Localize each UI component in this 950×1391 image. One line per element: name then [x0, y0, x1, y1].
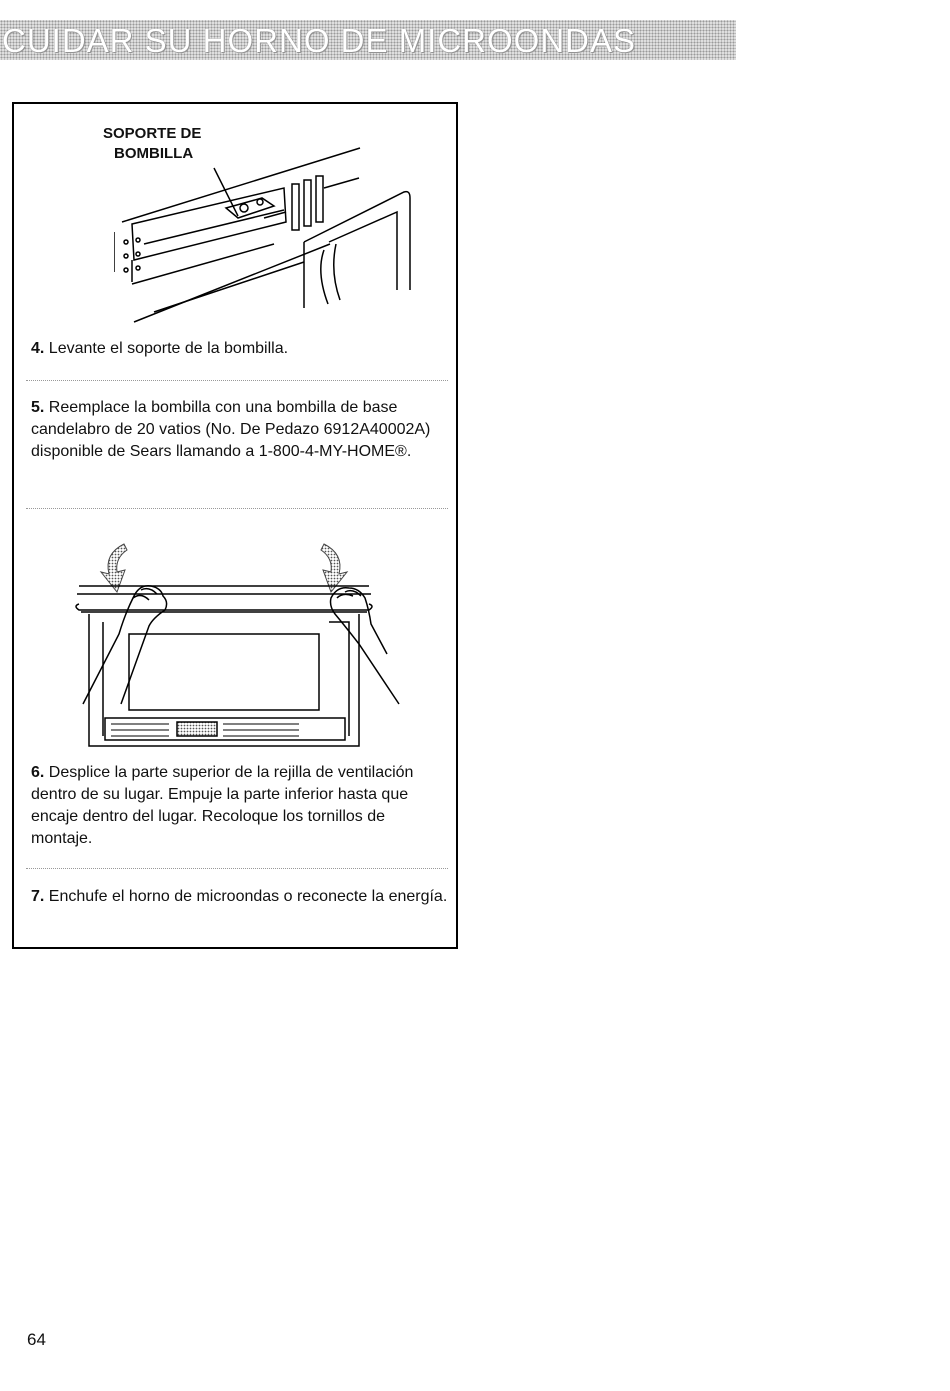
step-5-text: Reemplace la bombilla con una bombilla de base candelabro de 20 vatios (No. De Pedazo 6912A40002A) disponible de Sears llamando a 1-800-4-MY-HOME®.: [31, 399, 431, 460]
divider: [26, 380, 448, 381]
step-4-number: 4.: [31, 340, 45, 357]
step-5-number: 5.: [31, 399, 45, 416]
page-title: CUIDAR SU HORNO DE MICROONDAS: [2, 22, 637, 59]
divider: [26, 868, 448, 869]
bulb-holder-illustration: [114, 132, 424, 332]
step-4-text: Levante el soporte de la bombilla.: [48, 340, 289, 357]
step-4: [31, 338, 449, 360]
figure1-label-line2: BOMBILLA: [114, 145, 194, 162]
divider: [26, 508, 448, 509]
rotate-arrow-icon: [101, 544, 347, 592]
step-7-text: Enchufe el horno de microondas o reconecte la energía.: [48, 888, 448, 905]
step-6-text: Desplice la parte superior de la rejilla de ventilación dentro de su lugar. Empuje la parte inferior hasta que encaje dentro del lugar. Recoloque los tornillos de montaje.: [31, 764, 414, 847]
step-5: [31, 397, 449, 463]
step-6: [31, 762, 449, 850]
instructions-box: [12, 102, 458, 949]
page-number: 64: [27, 1330, 46, 1349]
step-7-number: 7.: [31, 888, 45, 905]
step-6-number: 6.: [31, 764, 45, 781]
step-7: [31, 886, 449, 908]
vent-grille-illustration: [69, 514, 409, 754]
figure1-label-line1: SOPORTE DE: [103, 125, 202, 142]
